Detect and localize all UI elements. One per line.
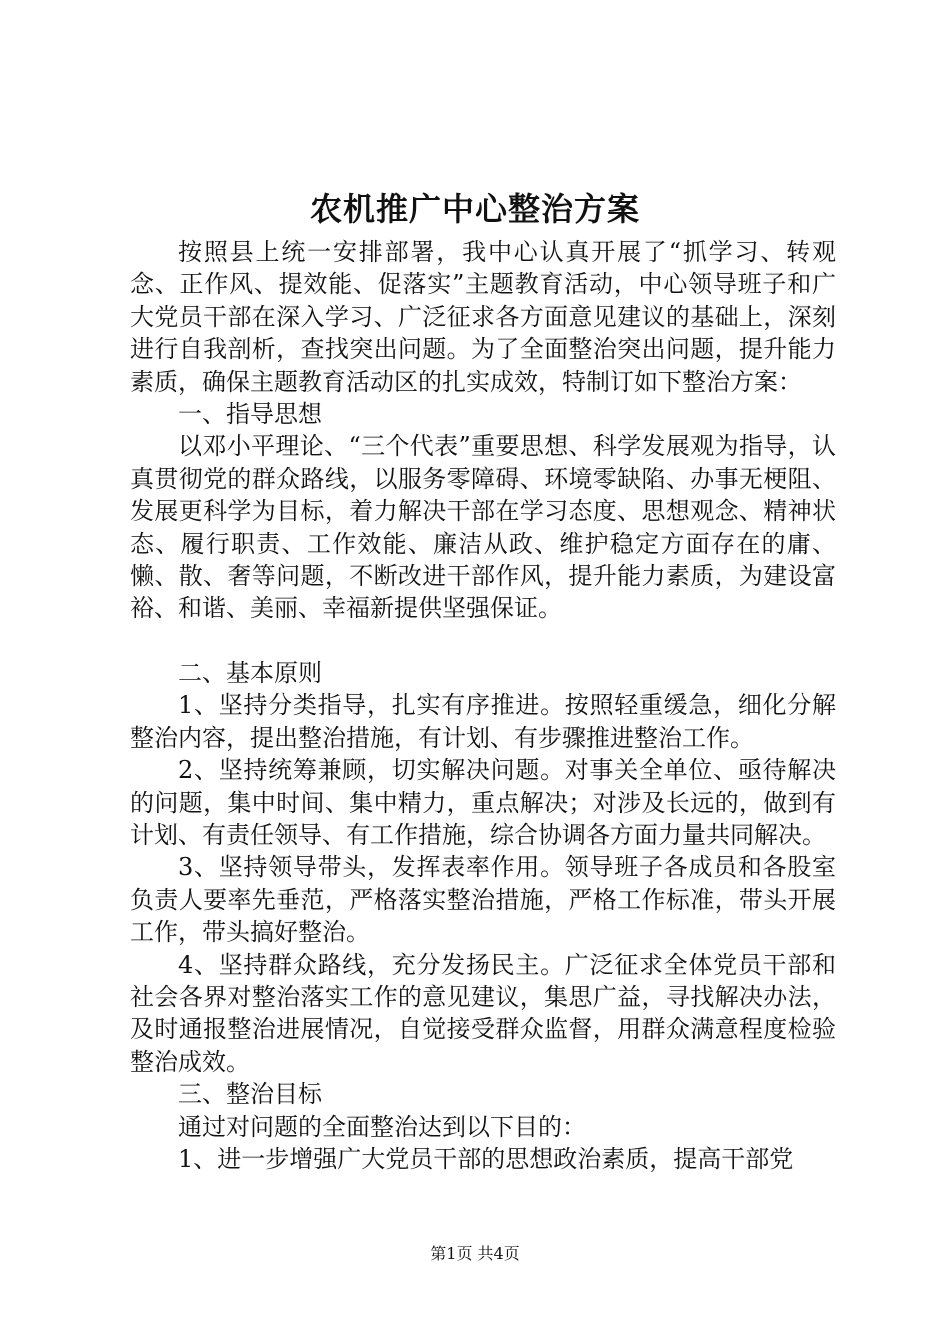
body-paragraph: 1、进一步增强广大党员干部的思想政治素质，提高干部党 [178,1144,794,1173]
intro-paragraph: 按照县上统一安排部署，我中心认真开展了“抓学习、转观念、正作风、提效能、促落实”主题教育活动，中心领导班子和广大党员干部在深入学习、广泛征求各方面意见建议的基础上，深刻进行自我剖析，查找突出问题。为了全面整治突出问题，提升能力素质，确保主题教育活动区的扎实成效，特制订如下整治方案： [130,238,836,396]
body-paragraph: 1、坚持分类指导，扎实有序推进。按照轻重缓急，细化分解整治内容，提出整治措施，有计划、有步骤推进整治工作。 [130,691,836,752]
body-paragraph: 3、坚持领导带头，发挥表率作用。领导班子各成员和各股室负责人要率先垂范，严格落实整治措施，严格工作标准，带头开展工作，带头搞好整治。 [130,853,836,947]
body-paragraph: 以邓小平理论、“三个代表”重要思想、科学发展观为指导，认真贯彻党的群众路线，以服务零障碍、环境零缺陷、办事无梗阻、发展更科学为目标，着力解决干部在学习态度、思想观念、精神状态、履行职责、工作效能、廉洁从政、维护稳定方面存在的庸、懒、散、奢等问题，不断改进干部作风，提升能力素质，为建设富裕、和谐、美丽、幸福新提供坚强保证。 [130,432,836,623]
body-paragraph: 4、坚持群众路线，充分发扬民主。广泛征求全体党员干部和社会各界对整治落实工作的意见建议，集思广益，寻找解决办法，及时通报整治进展情况，自觉接受群众监督，用群众满意程度检验整治成效。 [130,950,836,1076]
document-body [130,236,836,1175]
document-title: 农机推广中心整治方案 [309,190,640,228]
section-heading: 二、基本原则 [178,658,322,687]
page-footer: 第1页 共4页 [430,1244,520,1263]
body-paragraph: 2、坚持统筹兼顾，切实解决问题。对事关全单位、亟待解决的问题，集中时间、集中精力，重点解决；对涉及长远的，做到有计划、有责任领导、有工作措施，综合协调各方面力量共同解决。 [130,756,836,849]
section-heading: 三、整治目标 [178,1080,322,1109]
section-heading: 一、指导思想 [178,400,322,429]
body-paragraph: 通过对问题的全面整治达到以下目的： [178,1112,586,1141]
